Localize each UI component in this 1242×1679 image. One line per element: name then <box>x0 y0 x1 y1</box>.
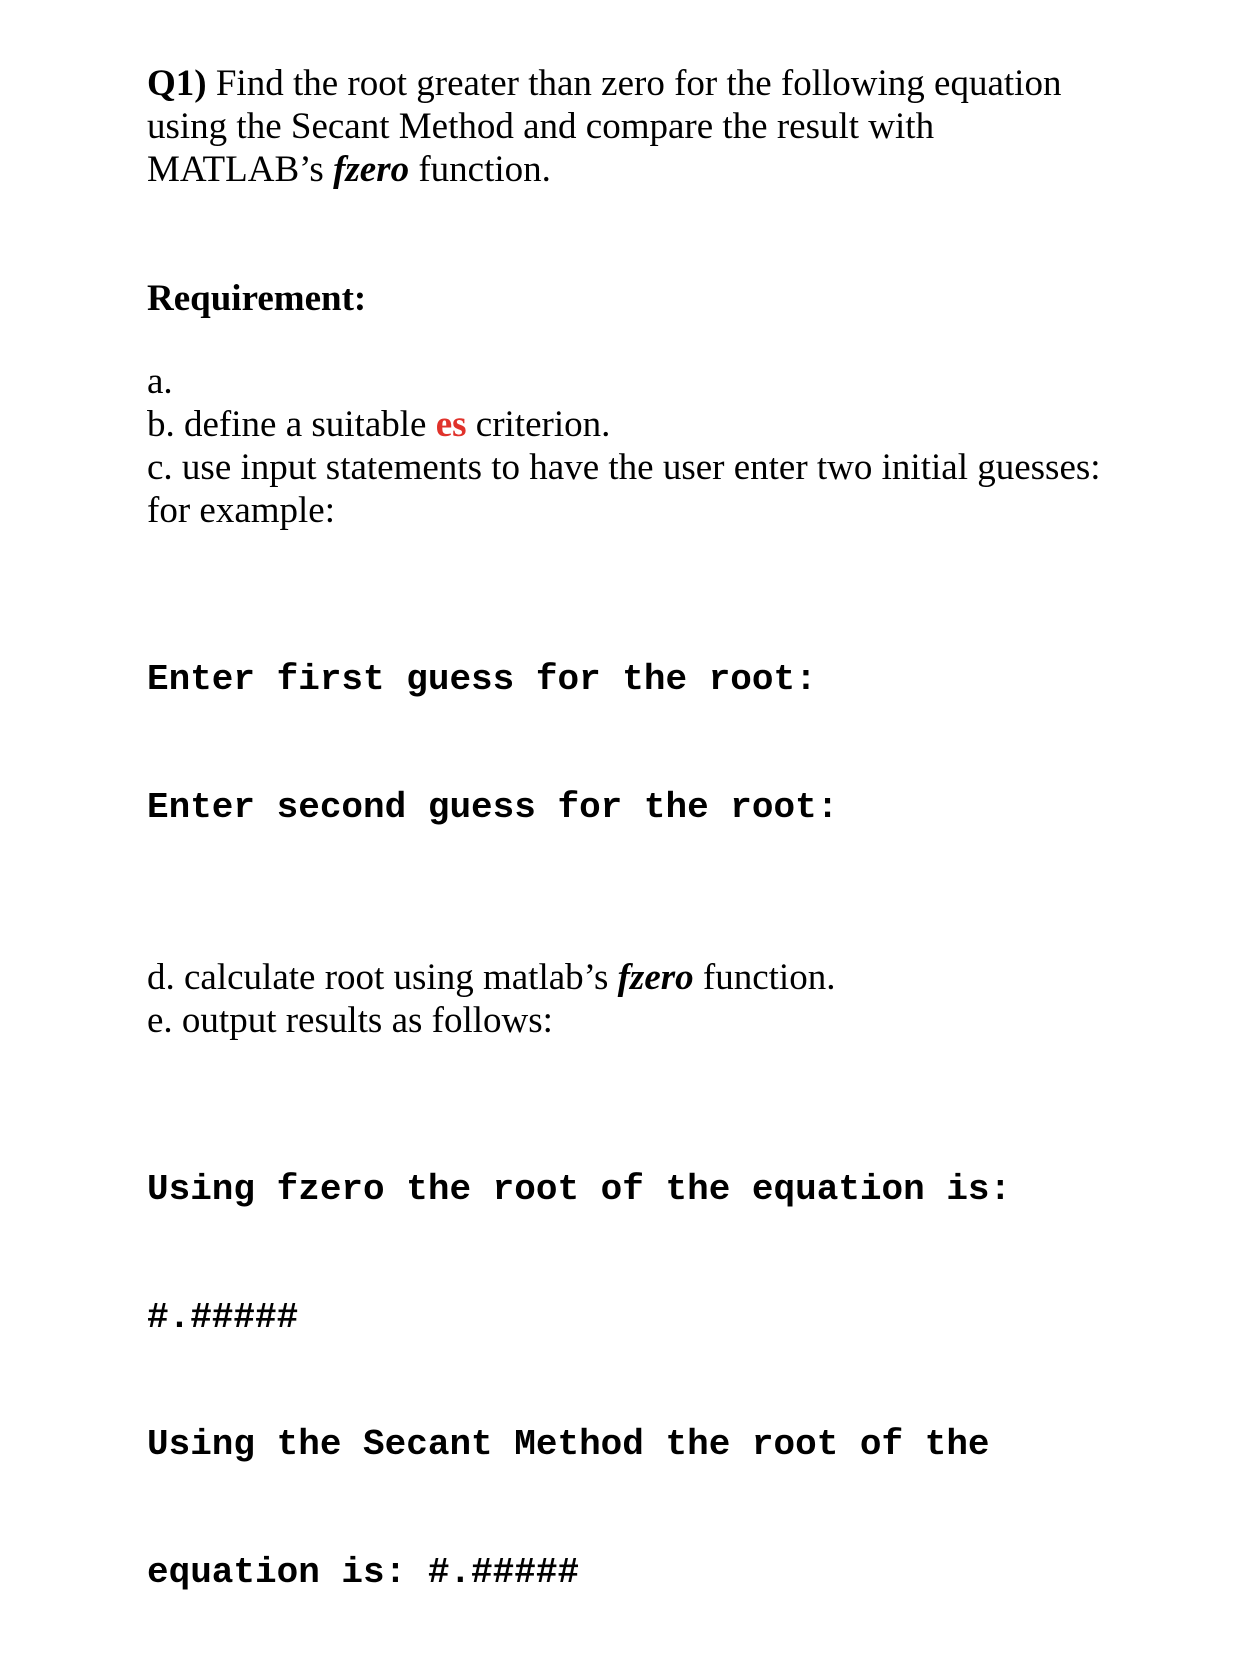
question-text-3-pre: MATLAB’s <box>147 149 334 190</box>
es-highlight: es <box>435 404 467 445</box>
item-c-line-2: for example: <box>147 490 335 531</box>
requirement-list-1 <box>147 360 1147 532</box>
item-d-post: function. <box>693 957 836 998</box>
item-d <box>147 956 1147 999</box>
code-output-line-1: Using fzero the root of the equation is: <box>147 1169 1012 1210</box>
document-body <box>147 62 1147 1679</box>
item-b <box>147 403 1147 446</box>
question-text-3-post: function. <box>409 149 551 190</box>
input-code-block <box>147 574 1147 914</box>
code-input-line-2: Enter second guess for the root: <box>147 786 839 828</box>
code-output-line-4: equation is: #.##### <box>147 1551 580 1593</box>
question-line-3 <box>147 148 1147 191</box>
output-code-block <box>147 1084 1147 1679</box>
item-b-pre: b. define a suitable <box>147 404 436 445</box>
question-line-1 <box>147 62 1147 105</box>
code-input-line-1: Enter first guess for the root: <box>147 659 817 700</box>
code-output-line-2: #.##### <box>147 1296 299 1338</box>
question-block <box>147 62 1147 191</box>
requirement-heading: Requirement: <box>147 278 367 319</box>
requirement-list-2 <box>147 956 1147 1042</box>
item-c-line-1: c. use input statements to have the user enter two initial guesses: <box>147 447 1101 488</box>
question-line-2: using the Secant Method and compare the result with <box>147 106 935 147</box>
item-d-pre: d. calculate root using matlab’s <box>147 957 618 998</box>
fzero-function-name-2: fzero <box>617 957 694 998</box>
question-text-1: Find the root greater than zero for the following equation <box>206 63 1062 104</box>
code-output-line-3: Using the Secant Method the root of the <box>147 1424 990 1465</box>
question-label: Q1) <box>147 63 207 104</box>
item-a: a. <box>147 361 173 402</box>
item-b-post: criterion. <box>466 404 611 445</box>
item-e: e. output results as follows: <box>147 1000 553 1041</box>
fzero-function-name: fzero <box>333 149 410 190</box>
